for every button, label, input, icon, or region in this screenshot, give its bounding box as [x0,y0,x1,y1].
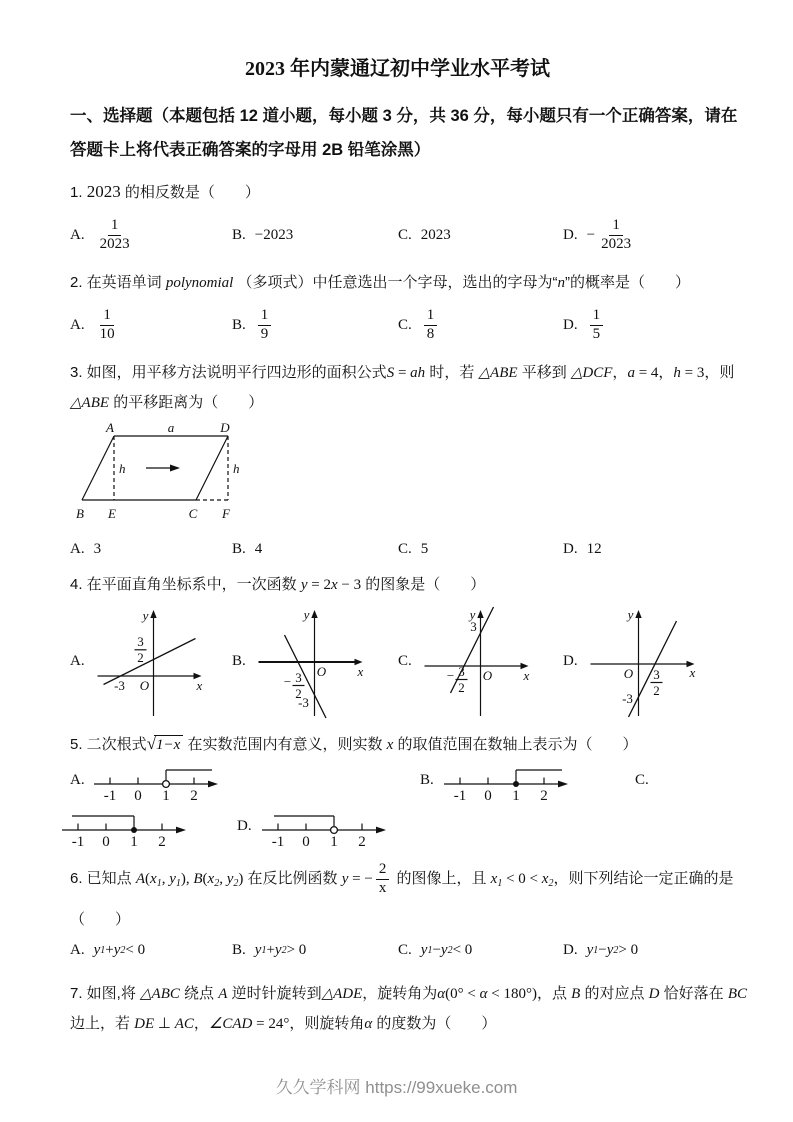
tick-label: 0 [102,834,110,850]
x-intercept-denominator: 2 [652,683,660,698]
section-heading-line-2: 答题卡上将代表正确答案的字母用 2B 铅笔涂黑） [70,141,431,159]
option-label: B. [232,540,246,557]
tick-label: 0 [134,788,142,804]
side-label-a: a [167,422,175,435]
question-1-option-c [398,227,563,244]
origin-label: O [316,664,326,679]
y-axis-arrow [635,610,641,618]
option-value: $\frac{1}{9}$ [255,307,275,343]
option-label: D. [563,941,578,958]
x-intercept-denominator: 2 [458,680,465,695]
question-2-options [70,298,745,352]
number-line-a [92,762,224,804]
option-value: 4 [254,540,263,557]
option-label: A. [70,772,85,788]
option-label: C. [398,941,412,958]
option-label: C. [398,316,412,333]
origin-label: O [139,678,149,693]
question-1-options [70,208,745,262]
option-value: y 1 + y 2 > 0 [254,941,307,958]
x-axis-label: x [523,668,530,683]
option-label: C. [398,653,412,669]
y-axis-label: y [469,607,476,622]
question-1 [70,177,745,262]
option-value: 12 [586,540,602,557]
question-2-stem: 2. 在英语单词 polynomial （多项式）中任意选出一个字母，选出的字母为“n”的概率是（ ） [70,274,691,291]
question-1-option-a [70,217,232,253]
option-label: A. [70,316,85,333]
option-value: $\frac{1}{10}$ [99,307,115,342]
question-4-option-a [70,604,232,719]
watermark-footer [0,1073,793,1098]
x-axis-label: x [357,664,364,679]
question-4-stem: 4. 在平面直角坐标系中，一次函数 y = 2x − 3 的图象是（ ） [70,576,486,593]
open-endpoint-marker [331,827,338,834]
option-label: D. [563,653,578,669]
option-label: C. [398,540,412,557]
option-label: A. [70,653,85,669]
question-5-numberlines-row-2 [70,806,745,852]
graph-a [87,604,212,719]
question-2-option-a [70,307,232,343]
point-label-e: E [108,506,116,521]
tick-label: 2 [158,834,166,850]
tick-label: -1 [453,788,467,804]
question-1-stem: 1. 2023 的相反数是（ ） [70,182,260,201]
question-4-graphs [70,604,745,719]
option-label: B. [232,226,246,243]
option-label: B. [420,772,434,788]
question-5-stem: 5. 二次根式√1−x 在实数范围内有意义，则实数 x 的取值范围在数轴上表示为（ ） [70,734,638,753]
question-3-options [70,534,745,564]
option-label: B. [232,941,246,958]
number-line-arrow [208,781,218,788]
page-title: 2023 年内蒙通辽初中学业水平考试 [245,58,550,80]
question-6-stem: 6. 已知点 $A(x_1$, $y_1$), $B(x_2$, $y_2$) 在反比例函数 y = − $\frac{2}{x}$ 的图像上，且 $x_1 < 0 < x_2$，则下列结论一定正确的是 （ ） [70,861,734,928]
tick-label: 0 [484,788,492,804]
option-label: D. [237,818,252,834]
y-intercept-denominator: 2 [136,650,144,665]
tick-label: -1 [271,834,285,850]
question-7-stem: 7. 如图,将 △ABC 绕点 A 逆时针旋转到△ADE，旋转角为α(0° < α < 180°)，点 B 的对应点 D 恰好落在 BC 边上，若 DE ⊥ AC，∠CAD = 24°，则旋转角α 的度数为（ ） [70,985,747,1032]
option-value: $\frac{1}{5}$ [587,307,607,343]
graph-d [580,604,705,719]
tick-label: 2 [540,788,548,804]
tick-label: -1 [103,788,117,804]
option-value: y 1 + y 2 < 0 [93,941,146,958]
option-label: B. [232,316,246,333]
question-4-option-b [232,604,398,719]
point-label-c: C [188,506,198,521]
y-intercept-numerator: 3 [136,634,144,649]
question-1-option-d [563,217,745,253]
x-axis-label: x [196,678,202,693]
option-value: y 1 − y 2 < 0 [420,941,473,958]
graph-c [414,604,539,719]
watermark-text: 久久学科网 https://99xueke.com [275,1078,518,1097]
option-value: 2023 [420,226,451,243]
question-1-option-b [232,227,398,244]
x-intercept-minus: − [283,674,291,689]
origin-label: O [623,666,633,681]
number-line-d [260,808,392,850]
question-4-option-c [398,604,563,719]
point-label-f: F [222,506,230,521]
tick-label: 1 [162,788,170,804]
question-2-option-c [398,307,563,343]
section-heading-line-1: 一、选择题（本题包括 12 道小题，每小题 3 分，共 36 分，每小题只有一个正确答案，请在 [70,107,738,125]
y-axis-arrow [477,610,483,618]
question-6-option-a [70,942,232,959]
question-3-option-b [232,541,398,558]
option-label: A. [70,226,85,243]
option-value: 5 [420,540,429,557]
question-4 [70,570,745,719]
y-intercept-label: 3 [470,619,477,634]
point-label-b: B [76,506,84,521]
option-label: D. [563,226,578,243]
question-4-option-d [563,604,745,719]
y-axis-arrow [150,610,156,618]
tick-label: 1 [330,834,338,850]
y-axis-arrow [311,610,317,618]
y-axis-label: y [303,607,310,622]
section-heading [70,99,745,167]
y-intercept-label: -3 [621,691,633,706]
option-label: C. [398,226,412,243]
question-6 [70,858,745,965]
option-label: D. [563,540,578,557]
question-5-numberlines-row-1 [70,760,745,806]
x-intercept-numerator: 3 [295,670,302,685]
question-2-option-b [232,307,398,343]
option-value: −2023 [254,226,294,243]
tick-label: 2 [190,788,198,804]
number-line-c [60,808,192,850]
x-intercept-minus: − [446,668,454,683]
open-endpoint-marker [163,781,170,788]
closed-endpoint-marker [513,781,519,787]
height-label-2: h [233,461,240,476]
option-label: C. [635,772,649,788]
x-intercept-denominator: 2 [295,686,302,701]
option-value: $\frac{1}{2023}$ [99,217,130,252]
option-label: A. [70,941,85,958]
y-axis-label: y [142,608,148,623]
option-value: y 1 − y 2 > 0 [586,941,639,958]
question-2 [70,268,745,352]
number-line-arrow [376,827,386,834]
y-intercept-label: -3 [297,695,309,710]
question-6-option-c [398,942,563,959]
graph-b [248,604,373,719]
option-label: A. [70,540,85,557]
question-6-option-d [563,942,745,959]
question-2-option-d [563,307,745,343]
x-intercept-numerator: 3 [458,664,465,679]
option-value: 3 [93,540,102,557]
question-6-options [70,935,745,965]
question-3 [70,358,745,564]
question-6-option-b [232,942,398,959]
x-axis-label: x [689,665,695,680]
option-value: $\frac{1}{8}$ [421,307,441,343]
tick-label: 2 [358,834,366,850]
closed-endpoint-marker [131,827,137,833]
number-line-arrow [558,781,568,788]
number-line-b [442,762,574,804]
option-label: D. [563,316,578,333]
question-5 [70,729,745,852]
height-label-1: h [119,461,126,476]
translation-arrow [170,465,180,472]
tick-label: 0 [302,834,310,850]
origin-label: O [482,668,492,683]
tick-label: 1 [512,788,520,804]
question-7 [70,979,745,1039]
parallelogram-figure [74,422,254,524]
y-axis-label: y [627,607,633,622]
point-label-d: D [220,422,230,435]
x-intercept-label: -3 [113,678,125,693]
x-intercept-numerator: 3 [652,667,660,682]
number-line-arrow [176,827,186,834]
option-value: − $\frac{1}{2023}$ [586,217,632,252]
question-3-figure-wrap [74,422,745,528]
tick-label: 1 [130,834,138,850]
question-3-stem: 3. 如图，用平移方法说明平行四边形的面积公式S = ah 时，若 △ABE 平移到 △DCF，a = 4，h = 3，则 △ABE 的平移距离为（ ） [70,364,735,411]
option-label: B. [232,653,246,669]
tick-label: -1 [71,834,85,850]
question-3-option-c [398,541,563,558]
question-3-option-a [70,541,232,558]
point-label-a-top: A [106,422,114,435]
question-3-option-d [563,541,745,558]
